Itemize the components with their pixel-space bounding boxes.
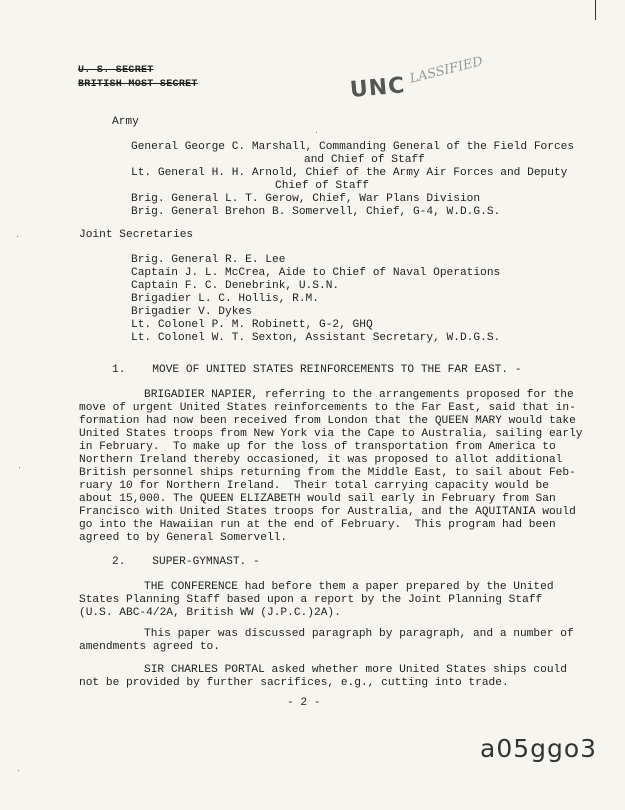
classification-us: U. S. SECRET [78, 65, 154, 76]
unclassified-stamp-tail: LASSIFIED [408, 54, 485, 87]
section-1-line: in February. To make up for the loss of transportation from America to [79, 441, 556, 453]
section-1-line: agreed to by General Somervell. [79, 532, 288, 544]
secretary-line: Brigadier L. C. Hollis, R.M. [131, 293, 319, 305]
scan-speck [17, 236, 18, 237]
army-line: General George C. Marshall, Commanding General of the Field Forces [131, 141, 575, 153]
section-1-line: formation had now been received from London that the QUEEN MARY would take [79, 415, 576, 427]
secretary-line: Brig. General R. E. Lee [131, 254, 286, 266]
joint-secretaries-heading: Joint Secretaries [79, 229, 194, 241]
section-1-line: BRIGADIER NAPIER, referring to the arrangements proposed for the [144, 389, 574, 401]
section-1-line: ruary 10 for Northern Ireland. Their total carrying capacity would be [79, 480, 549, 492]
scan-speck [18, 770, 19, 771]
scan-speck [19, 467, 20, 468]
unclassified-stamp: UNC [348, 73, 407, 103]
section-2-para1-line: States Planning Staff based upon a report by the Joint Planning Staff [79, 594, 543, 606]
secretary-line: Lt. Colonel P. M. Robinett, G-2, GHQ [131, 319, 373, 331]
scan-speck [316, 132, 317, 133]
classification-british: BRITISH MOST SECRET [78, 79, 198, 90]
section-1-line: go into the Hawaiian run at the end of February. This program had been [79, 519, 556, 531]
section-2-para3-line: SIR CHARLES PORTAL asked whether more United States ships could [144, 664, 567, 676]
section-1-line: British personnel ships returning from the Middle East, to sail about Feb- [79, 467, 576, 479]
secretary-line: Captain F. C. Denebrink, U.S.N. [131, 280, 340, 292]
section-2-para2-line: amendments agreed to. [79, 641, 220, 653]
army-line: and Chief of Staff [304, 154, 425, 166]
army-line: Brig. General L. T. Gerow, Chief, War Plans Division [131, 193, 481, 205]
army-line: Lt. General H. H. Arnold, Chief of the Army Air Forces and Deputy [131, 167, 568, 179]
section-1-line: Northern Ireland thereby occasioned, it was proposed to allot additional [79, 454, 563, 466]
section-2-para2-line: This paper was discussed paragraph by paragraph, and a number of [144, 628, 574, 640]
army-line: Chief of Staff [275, 180, 369, 192]
section-1-heading: 1. MOVE OF UNITED STATES REINFORCEMENTS TO THE FAR EAST. - [112, 364, 522, 376]
handwritten-document-id: a05ggo3 [480, 734, 598, 763]
section-1-line: United States troops from New York via the Cape to Australia, sailing early [79, 428, 583, 440]
section-1-line: about 15,000. The QUEEN ELIZABETH would sail early in February from San [79, 493, 556, 505]
army-line: Brig. General Brehon B. Somervell, Chief, G-4, W.D.G.S. [131, 206, 501, 218]
secretary-line: Lt. Colonel W. T. Sexton, Assistant Secretary, W.D.G.S. [131, 332, 501, 344]
edge-mark [595, 0, 596, 20]
section-2-heading: 2. SUPER-GYMNAST. - [112, 556, 260, 568]
section-1-line: move of urgent United States reinforcements to the Far East, said that in- [79, 402, 576, 414]
section-2-para1-line: THE CONFERENCE had before them a paper prepared by the United [144, 581, 554, 593]
section-2-para3-line: not be provided by further sacrifices, e.g., cutting into trade. [79, 677, 509, 689]
page-number: - 2 - [287, 697, 321, 709]
section-1-line: Francisco with United States troops for Australia, and the AQUITANIA would [79, 506, 576, 518]
section-2-para1-line: (U.S. ABC-4/2A, British WW (J.P.C.)2A). [79, 607, 341, 619]
army-heading: Army [112, 116, 139, 128]
secretary-line: Brigadier V. Dykes [131, 306, 252, 318]
secretary-line: Captain J. L. McCrea, Aide to Chief of Naval Operations [131, 267, 501, 279]
